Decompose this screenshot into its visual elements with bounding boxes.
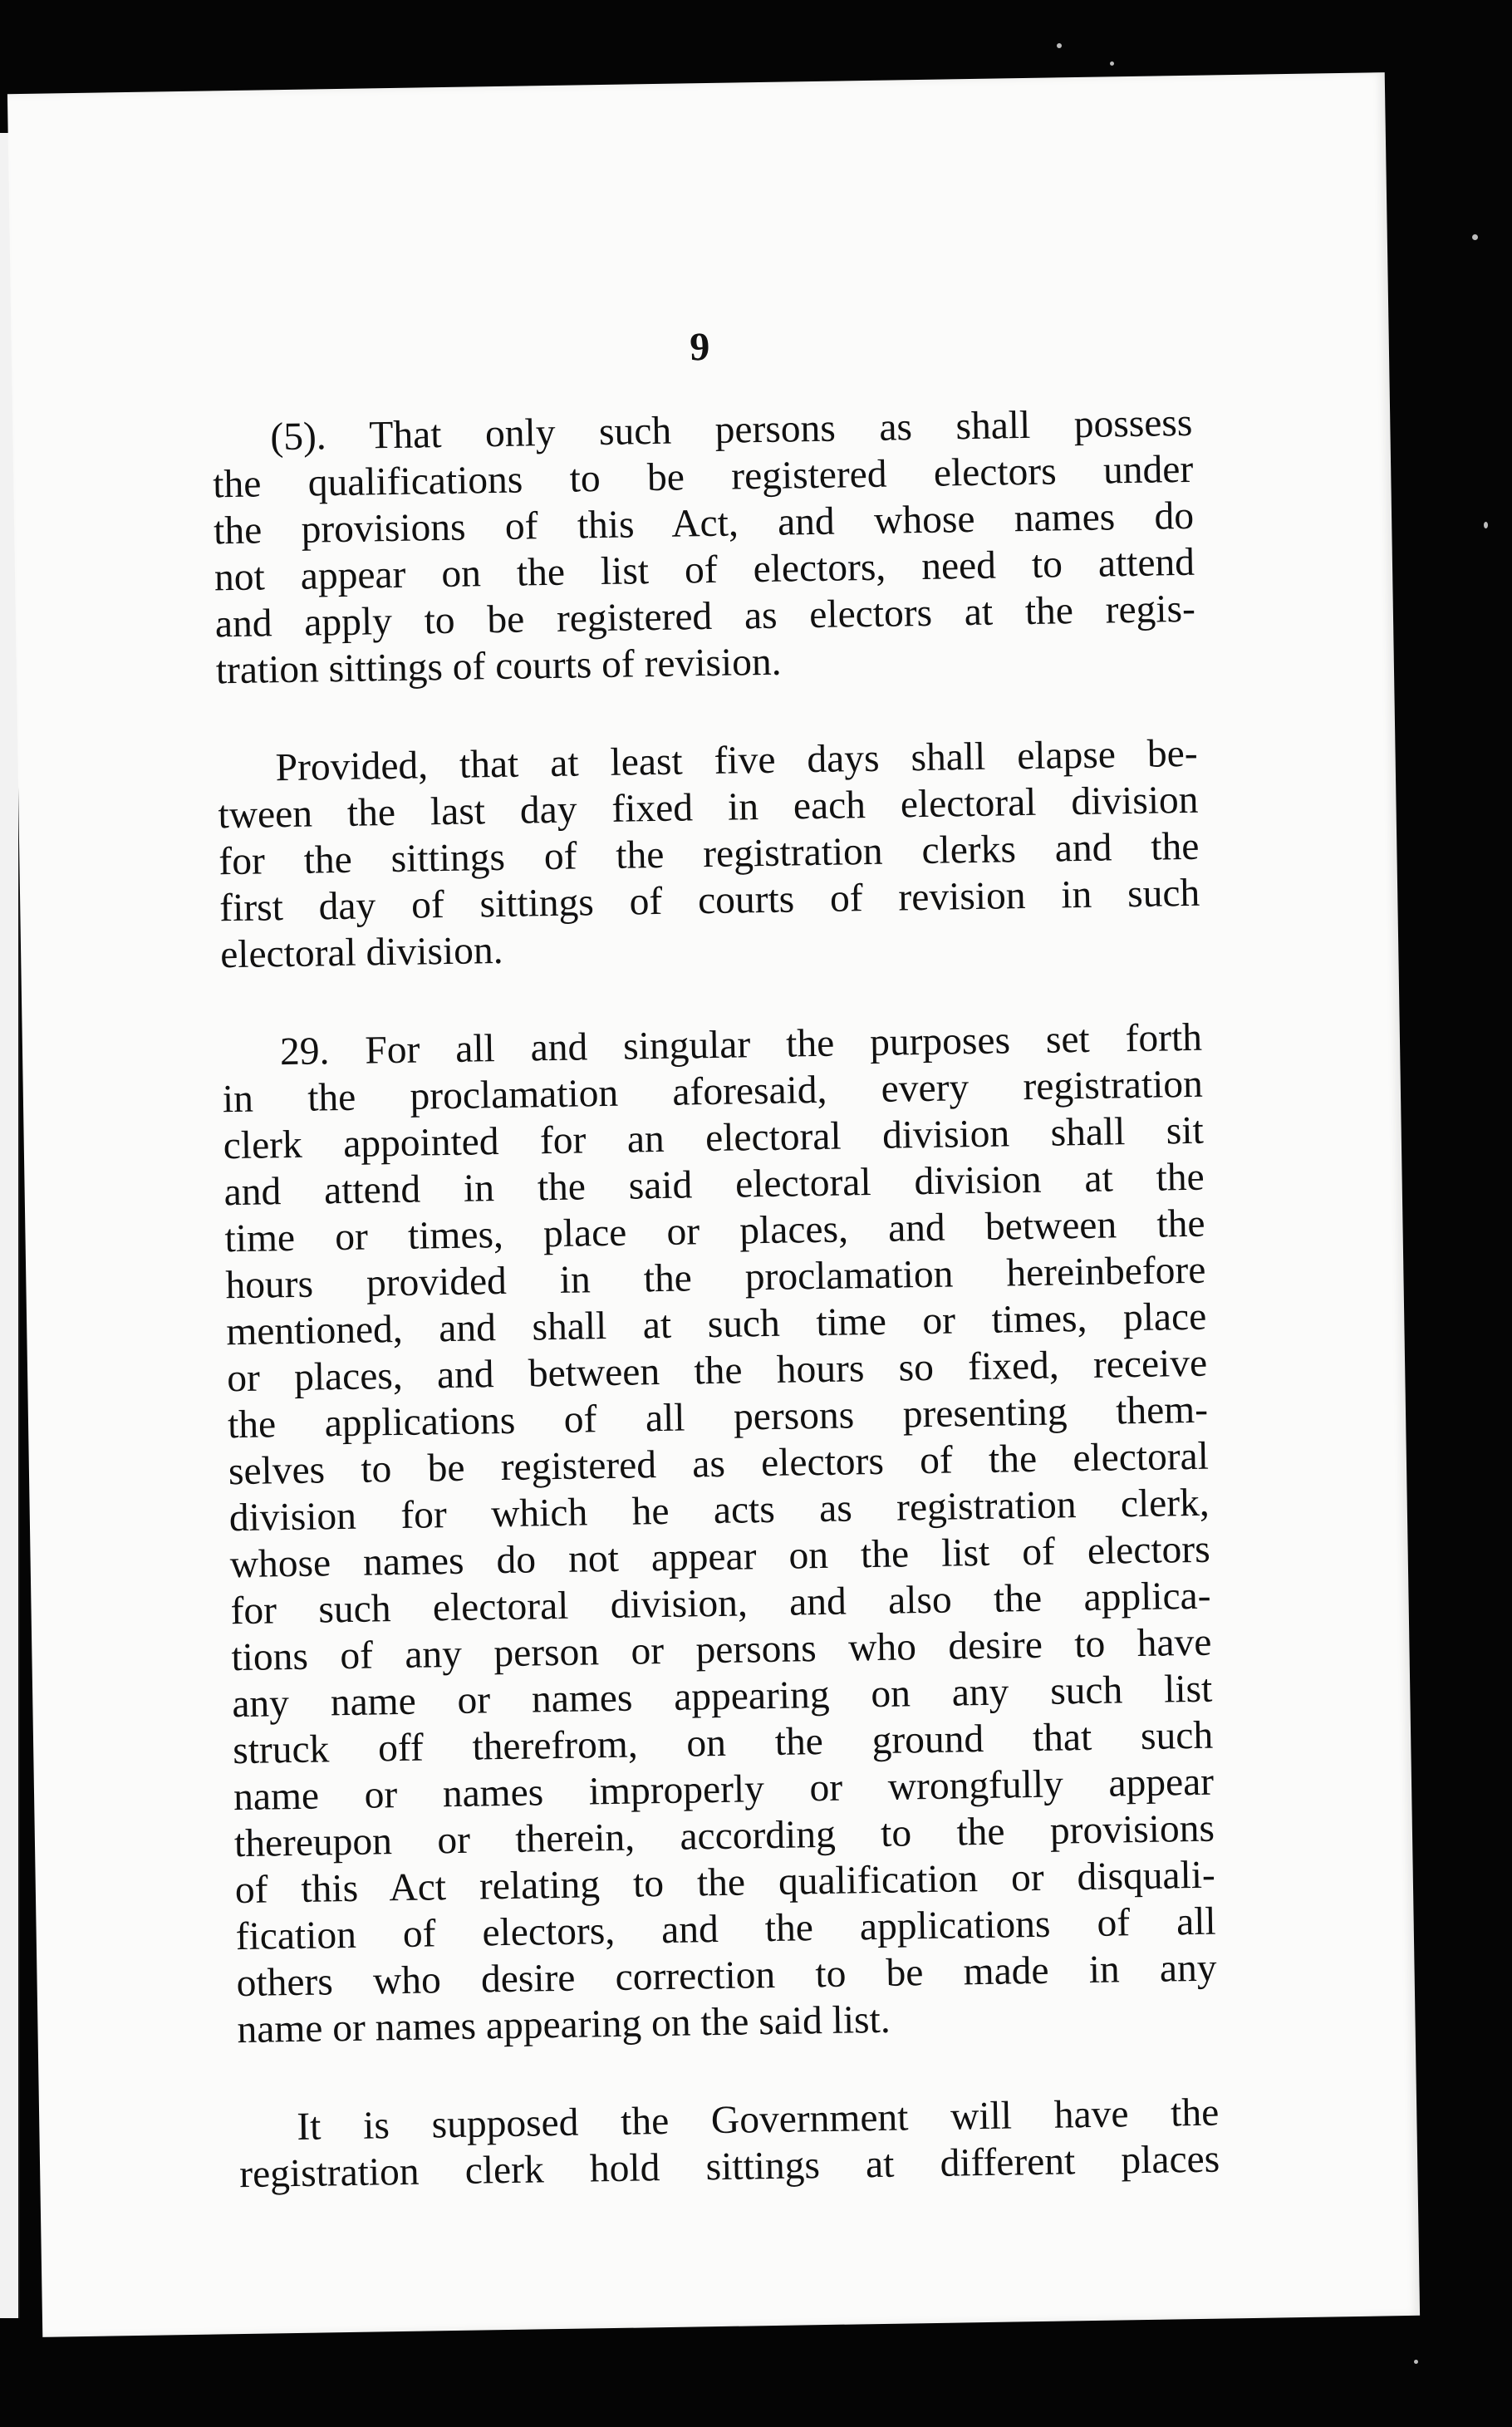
text-line: 29. For all and singular the purposes set forth [279,1015,1203,1074]
paragraph-proviso [217,730,1200,979]
text-line: or places, and between the hours so fixed, receive [226,1341,1208,1401]
text-line: any name or names appearing on any such list [231,1667,1213,1727]
text-line: for such electoral division, and also the applica- [230,1574,1211,1634]
paragraph-commentary [238,2090,1220,2199]
text-line: tration sittings of courts of revision. [215,640,782,693]
dust-speck [1110,61,1114,66]
text-line: registration clerk hold sittings at different places [238,2137,1220,2197]
text-line: name or names appearing on the said list. [237,1997,891,2052]
text-line: first day of sittings of courts of revision in such [218,871,1200,931]
text-line: struck off therefrom, on the ground that such [232,1713,1214,1773]
text-line: selves to be registered as electors of the electoral [228,1434,1210,1494]
text-line: division for which he acts as registration clerk, [228,1481,1210,1540]
text-line: for the sittings of the registration clerks and the [218,824,1200,884]
text-line: fication of electors, and the applications of all [235,1899,1217,1959]
text-line: clerk appointed for an electoral division shall sit [223,1108,1205,1168]
text-line: (5). That only such persons as shall possess [270,400,1193,459]
scanned-page [7,72,1420,2337]
text-line: and attend in the said electoral division at the [223,1155,1205,1215]
text-line: electoral division. [219,928,503,977]
text-line: thereupon or therein, according to the provisions [233,1806,1215,1866]
text-line: mentioned, and shall at such time or times, place [225,1295,1207,1354]
text-line: Provided, that at least five days shall elapse be- [275,731,1198,790]
text-line: the applications of all persons presenting them- [227,1388,1209,1447]
text-line: of this Act relating to the qualification or disquali- [234,1853,1216,1913]
text-line: not appear on the list of electors, need to attend [214,540,1195,600]
paragraph-5 [212,400,1196,694]
text-line: tween the last day fixed in each electoral division [218,778,1199,838]
page-number: 9 [689,324,711,370]
text-line: time or times, place or places, and between the [224,1201,1205,1261]
text-line: the provisions of this Act, and whose names do [213,494,1195,553]
text-line: tions of any person or persons who desire to have [231,1620,1212,1680]
text-line: in the proclamation aforesaid, every registration [222,1062,1204,1122]
text-line: hours provided in the proclamation hereinbefore [225,1248,1206,1308]
text-line: others who desire correction to be made in any [236,1946,1217,2006]
text-line: It is supposed the Government will have the [296,2090,1220,2149]
text-line: name or names improperly or wrongfully appear [233,1760,1215,1820]
dust-speck [1057,43,1062,48]
dust-speck [1414,2360,1418,2364]
text-line: and apply to be registered as electors at the regis- [214,587,1196,646]
dust-speck [1484,522,1488,528]
body-text [212,400,1221,2249]
paragraph-section-29 [222,1015,1218,2053]
text-line: the qualifications to be registered electors under [212,447,1194,507]
dust-speck [1472,234,1478,240]
text-line: whose names do not appear on the list of electors [229,1527,1210,1587]
